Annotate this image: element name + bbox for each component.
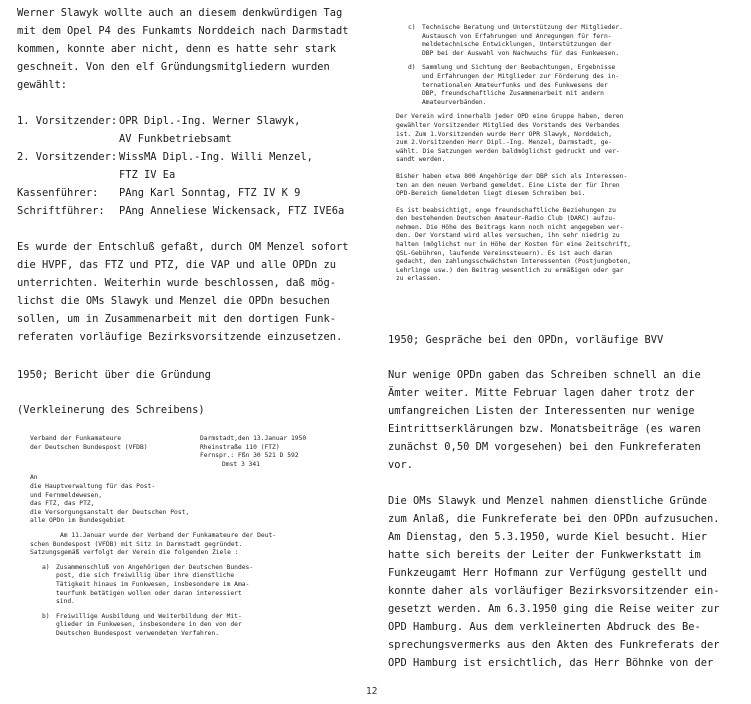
text-line: meldetechnische Entwicklungen, Unterstützungen der <box>422 41 612 49</box>
text-line: Satzungsgemäß verfolgt der Verein die folgenden Ziele : <box>30 549 239 557</box>
text-line: DBP bei der Auswahl von Nachwuchs für das Funkwesen. <box>422 49 620 57</box>
text-line: referaten vorläufige Bezirksvorsitzende einzusetzen. <box>17 331 343 343</box>
text-line: das FTZ, das PTZ, <box>30 500 95 508</box>
text-line: zu erlassen. <box>396 275 442 283</box>
letter-address <box>30 474 360 526</box>
officer-name: OPR Dipl.-Ing. Werner Slawyk, <box>119 115 301 127</box>
text-line: umfangreichen Listen der Interessenten nur wenige <box>388 405 695 417</box>
text-line: und Erfahrungen der Mitglieder zur Förderung des in- <box>422 72 620 80</box>
text-line: die HVPF, das FTZ und PTZ, die VAP und alle OPDn zu <box>17 259 337 271</box>
letter-paragraph <box>396 113 738 165</box>
text-line: der Deutschen Bundespost (VFDB) <box>30 443 148 451</box>
text-line: Austausch von Erfahrungen und Anregungen für fern- <box>422 32 612 40</box>
text-line: Am Dienstag, den 5.3.1950, wurde Kiel besucht. Hier <box>388 531 708 543</box>
text-line: Die OMs Slawyk und Menzel nahmen dienstliche Gründe <box>388 495 708 507</box>
text-line: Sammlung und Sichtung der Beobachtungen, Ergebnisse <box>422 64 616 72</box>
reduced-letter <box>30 435 360 644</box>
text-line: kommen, konnte aber nicht, denn es hatte sehr stark <box>17 43 337 55</box>
letter-body <box>30 532 360 558</box>
text-line: gesetzt werden. Am 6.3.1950 ging die Reise weiter zur <box>388 603 720 615</box>
letter-goal-item <box>408 24 738 58</box>
top-left-column <box>17 4 362 346</box>
text-line: alle OPDn im Bundesgebiet <box>30 517 125 525</box>
text-line: die Versorgungsanstalt der Deutschen Post, <box>30 508 190 516</box>
officer-role: Schriftführer: <box>17 205 105 217</box>
text-line: teurfunk betätigen wollen oder daran interessiert <box>56 589 242 597</box>
text-line: gewählt: <box>17 79 68 91</box>
letter-contact <box>200 435 306 469</box>
text-line: Lehrlinge usw.) den Beitrag wesentlich zu ermäßigen oder gar <box>396 266 624 274</box>
text-line: glieder im Funkwesen, insbesondere in den von der <box>56 621 242 629</box>
letter-goal-item <box>42 613 360 639</box>
text-line: Fernspr.: Fßn 30 521 D 592 <box>200 452 299 460</box>
text-line: Amateurverbänden. <box>422 98 487 106</box>
text-line: Eintrittserklärungen bzw. Monatsbeiträge (es waren <box>388 423 701 435</box>
officers-list <box>17 112 362 220</box>
text-line: Zusammenschluß von Angehörigen der Deutschen Bundes- <box>56 563 254 571</box>
text-line: vor. <box>388 459 414 471</box>
text-line: DBP, freundschaftliche Zusammenarbeit mit andern <box>422 90 604 98</box>
text-line: sollen, um in Zusammenarbeit mit den dortigen Funk- <box>17 313 337 325</box>
text-line: den. Der Vorstand wird alles versuchen, ihn sehr niedrig zu <box>396 232 620 240</box>
text-line: sind. <box>56 598 75 606</box>
text-line: QSL-Gebühren, laufende Vereinssteuern). Es ist auch daran <box>396 249 613 257</box>
text-line: hatte sich bereits der Leiter der Funkwerkstatt im <box>388 549 701 561</box>
section-heading: 1950; Gespräche bei den OPDn, vorläufige BVV <box>388 334 664 346</box>
officer-name: PAng Anneliese Wickensack, FTZ IVE6a <box>119 205 345 217</box>
officer-entry <box>17 184 362 202</box>
text-line: und Fernmeldewesen, <box>30 491 103 499</box>
text-line: OPD Hamburg. Aus dem verkleinerten Abdruck des Be- <box>388 621 701 633</box>
officer-name: WissMA Dipl.-Ing. Willi Menzel, <box>119 151 313 163</box>
section-heading-founding <box>17 366 211 384</box>
text-line: ten an den neuen Verband gemeldet. Eine Liste der für Ihren <box>396 181 620 189</box>
text-line: nehmen. Die Höhe des Beitrags kann noch nicht angegeben wer- <box>396 223 624 231</box>
paragraph-visits <box>388 492 738 672</box>
text-line: sandt werden. <box>396 156 446 164</box>
text-line: Es ist beabsichtigt, enge freundschaftliche Beziehungen zu <box>396 206 616 214</box>
text-line: geschneit. Von den elf Gründungsmitgliedern wurden <box>17 61 330 73</box>
text-line: ist. Zum 1.Vorsitzenden wurde Herr OPR Slawyk, Norddeich, <box>396 130 613 138</box>
text-line: wählt. Die Satzungen werden baldmöglichst gedruckt und ver- <box>396 147 620 155</box>
text-line: Tätigkeit hinaus im Funkwesen, insbesondere im Ama- <box>56 580 250 588</box>
text-line: An <box>30 474 38 482</box>
letter-goal-item <box>42 564 360 607</box>
text-line: Es wurde der Entschluß gefaßt, durch OM Menzel sofort <box>17 241 349 253</box>
text-line: post, die sich freiwillig über ihre dienstliche <box>56 572 235 580</box>
text-line: schen Bundespost (VFDB) mit Sitz in Darmstadt gegründet. <box>30 540 243 548</box>
text-line: Funkzeugamt Herr Hofmann zur Verfügung gestellt und <box>388 567 708 579</box>
text-line: Der Verein wird innerhalb jeder OPD eine Gruppe haben, deren <box>396 113 624 121</box>
bottom-right-column <box>388 331 738 672</box>
letter-sender <box>30 435 200 469</box>
text-line: Darmstadt,den 13.Januar 1950 <box>200 435 307 442</box>
text-line: Deutschen Bundespost verwendeten Verfahren. <box>56 629 220 637</box>
text-line: Technische Beratung und Unterstützung der Mitglieder. <box>422 24 623 31</box>
text-line: gewählter Vorsitzender Mitglied des Vorstands des Verbandes <box>396 121 620 129</box>
text-line: unterrichten. Weiterhin wurde beschlossen, daß mög- <box>17 277 337 289</box>
section-heading: 1950; Bericht über die Gründung <box>17 369 211 381</box>
text-line: Am 11.Januar wurde der Verband der Funkamateure der Deut- <box>60 531 277 539</box>
text-line: zum 2.Vorsitzenden Herr Dipl.-Ing. Menzel, Darmstadt, ge- <box>396 139 613 147</box>
item-marker: a) <box>42 563 50 571</box>
letter-goal-item <box>408 64 738 107</box>
officer-role: 1. Vorsitzender: <box>17 115 118 127</box>
officer-role: Kassenführer: <box>17 187 99 199</box>
letter-paragraph <box>396 173 738 199</box>
text-line: gedacht, den zahlungsschwächsten Interessenten (Postjungboten, <box>396 258 632 266</box>
officer-name: PAng Karl Sonntag, FTZ IV K 9 <box>119 187 301 199</box>
letter-continuation <box>396 24 738 284</box>
officer-entry <box>17 148 362 184</box>
page-number: 12 <box>366 686 378 697</box>
paragraph-distribution <box>388 366 738 474</box>
subheading-text: (Verkleinerung des Schreibens) <box>17 404 205 416</box>
text-line: zum Anlaß, die Funkreferate bei den OPDn aufzusuchen. <box>388 513 720 525</box>
letter-header <box>30 435 360 469</box>
text-line: Werner Slawyk wollte auch an diesem denkwürdigen Tag <box>17 7 343 19</box>
text-line: lichst die OMs Slawyk und Menzel die OPDn besuchen <box>17 295 330 307</box>
text-line: Nur wenige OPDn gaben das Schreiben schnell an die <box>388 369 701 381</box>
intro-paragraph <box>17 4 362 94</box>
officer-entry <box>17 112 362 148</box>
officer-role: 2. Vorsitzender: <box>17 151 118 163</box>
text-line: OPD Hamburg ist ersichtlich, das Herr Böhnke von der <box>388 657 714 669</box>
text-line: sprechungsvermerks aus den Akten des Funkreferats der <box>388 639 720 651</box>
letter-paragraph <box>396 207 738 284</box>
text-line: Verband der Funkamateure <box>30 435 121 442</box>
text-line: halten (möglichst nur in Höhe der Kosten für eine Zeitschrift, <box>396 241 632 249</box>
text-line: konnte daher als vorläufiger Bezirksvorsitzender ein- <box>388 585 720 597</box>
text-line: Ämter weiter. Mitte Februar lagen daher trotz der <box>388 387 695 399</box>
text-line: die Hauptverwaltung für das Post- <box>30 482 156 490</box>
text-line: OPD-Bereich Gemeldeten liegt diesem Schreiben bei. <box>396 190 586 198</box>
text-line: mit dem Opel P4 des Funkamts Norddeich nach Darmstadt <box>17 25 349 37</box>
text-line: zunächst 0,50 DM vorgesehen) bei den Funkreferaten <box>388 441 701 453</box>
text-line: Rheinstraße 110 (FTZ) <box>200 443 280 451</box>
item-marker: b) <box>42 612 50 620</box>
text-line: Bisher haben etwa 800 Angehörige der DBP sich als Interessen- <box>396 172 628 180</box>
text-line: Freiwillige Ausbildung und Weiterbildung der Mit- <box>56 612 242 620</box>
text-line: Dmst 3 341 <box>222 460 260 468</box>
text-line: den bestehenden Deutschen Amateur-Radio Club (DARC) aufzu- <box>396 215 616 223</box>
officer-office: FTZ IV Ea <box>119 169 176 181</box>
letter-goals <box>30 564 360 639</box>
decision-paragraph <box>17 238 362 346</box>
section-subheading <box>17 401 205 419</box>
officer-entry <box>17 202 362 220</box>
text-line: ternationalen Amateurfunks und des Funkwesens der <box>422 81 608 89</box>
officer-office: AV Funkbetriebsamt <box>119 133 232 145</box>
item-marker: c) <box>408 24 416 31</box>
item-marker: d) <box>408 64 416 72</box>
